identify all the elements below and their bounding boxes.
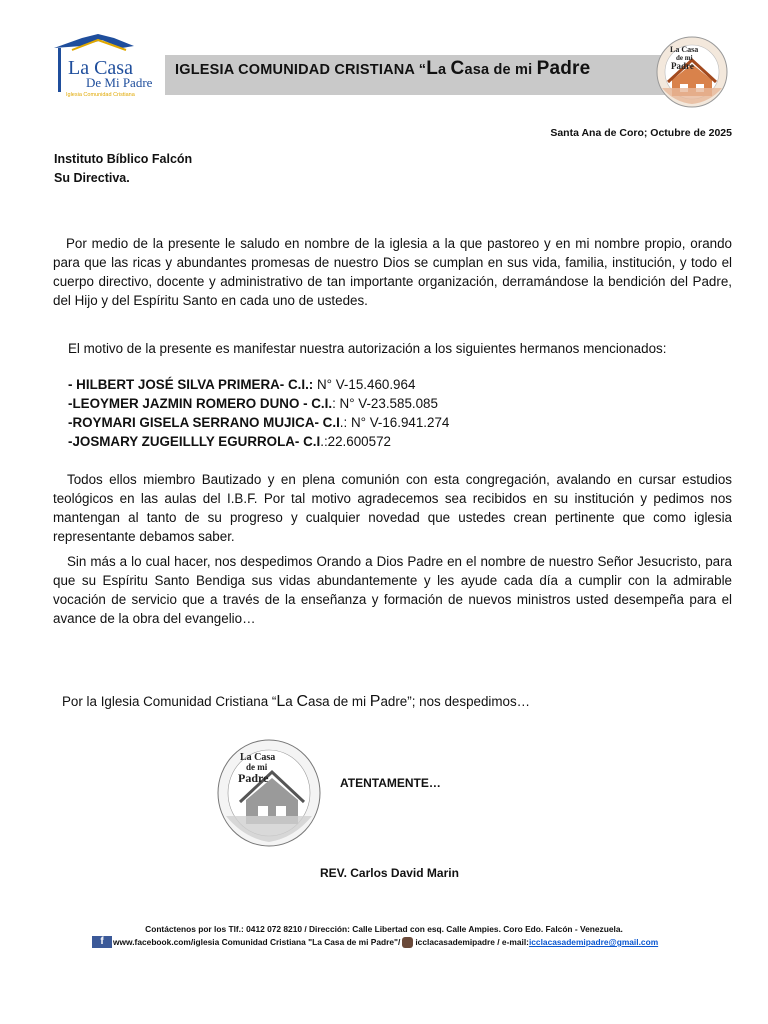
facebook-link[interactable]: www.facebook.com/iglesia Comunidad Cristiana "La Casa de mi Padre"/	[113, 937, 401, 947]
svg-text:De Mi Padre: De Mi Padre	[86, 75, 153, 90]
footer-contact: Contáctenos por los Tlf.: 0412 072 8210 / Dirección: Calle Libertad con esq. Calle Ampies. Coro Edo. Falcón - Venezuela.	[145, 924, 623, 934]
church-seal-stamp	[216, 738, 322, 848]
email-link[interactable]: icclacasademipadre@gmail.com	[528, 937, 659, 947]
church-logo-left	[52, 34, 164, 100]
church-seal-header	[654, 36, 730, 108]
authorized-members-list	[68, 375, 449, 451]
svg-text:Padre: Padre	[671, 61, 694, 71]
signer-name: REV. Carlos David Marin	[320, 866, 459, 880]
paragraph-purpose: El motivo de la presente es manifestar nuestra autorización a los siguientes hermanos mencionados:	[68, 341, 667, 356]
list-item: -JOSMARY ZUGEILLLY EGURROLA- C.I.:22.600572	[68, 434, 391, 449]
svg-text:La Casa: La Casa	[670, 45, 699, 54]
letterhead-title: IGLESIA COMUNIDAD CRISTIANA “La Casa de mi Padre	[175, 58, 591, 79]
svg-text:de mi: de mi	[676, 54, 693, 62]
closing-line: Por la Iglesia Comunidad Cristiana “La Casa de mi Padre”; nos despedimos…	[62, 693, 531, 710]
recipient-directive: Su Directiva.	[54, 171, 130, 185]
paragraph-farewell: Sin más a lo cual hacer, nos despedimos Orando a Dios Padre en el nombre de nuestro Señor Jesucristo, para que su Espíritu Santo Bendiga sus vidas abundantemente y les ayude cada día a cumplir con la admirable vocación de servicio que a través de la enseñanza y formación de nuevos ministros usted desempeña para el avance de la obra del evangelio…	[53, 554, 732, 626]
letter-date: Santa Ana de Coro; Octubre de 2025	[550, 127, 732, 139]
recipient-block	[54, 150, 192, 188]
facebook-icon: f	[92, 936, 112, 948]
svg-text:La Casa: La Casa	[68, 57, 133, 79]
svg-text:de mi: de mi	[246, 762, 268, 772]
footer-social	[92, 936, 658, 948]
list-item: -LEOYMER JAZMIN ROMERO DUNO - C.I.: N° V-23.585.085	[68, 396, 438, 411]
instagram-handle: icclacasademipadre / e-mail:	[415, 937, 529, 947]
list-item: -ROYMARI GISELA SERRANO MUJICA- C.I.: N° V-16.941.274	[68, 415, 450, 430]
instagram-icon	[402, 937, 413, 948]
svg-text:La Casa: La Casa	[240, 752, 276, 763]
list-item: - HILBERT JOSÉ SILVA PRIMERA- C.I.: N° V-15.460.964	[68, 377, 416, 392]
paragraph-greeting: Por medio de la presente le saludo en nombre de la iglesia a la que pastoreo y en mi nombre propio, orando para que las ricas y abundantes promesas de nuestro Dios se cumplan en sus vida, familia, institución, y todo el cuerpo directivo, docente y administrativo de tan importante organización, derramándose la bendición del Padre, del Hijo y del Espíritu Santo en cada uno de ustedes.	[53, 236, 732, 308]
paragraph-endorsement: Todos ellos miembro Bautizado y en plena comunión con esta congregación, avalando en cursar estudios teológicos en las aulas del I.B.F. Por tal motivo agradecemos sea recibidos en su institución y pedimos nos mantengan al tanto de su progreso y cualquier novedad que ustedes crean pertinente que como iglesia representante debamos saber.	[53, 472, 732, 544]
svg-text:Iglesia Comunidad Cristiana: Iglesia Comunidad Cristiana	[66, 92, 135, 98]
recipient-institution: Instituto Bíblico Falcón	[54, 152, 193, 166]
svg-text:Padre: Padre	[238, 771, 269, 785]
sign-off: ATENTAMENTE…	[340, 776, 441, 790]
